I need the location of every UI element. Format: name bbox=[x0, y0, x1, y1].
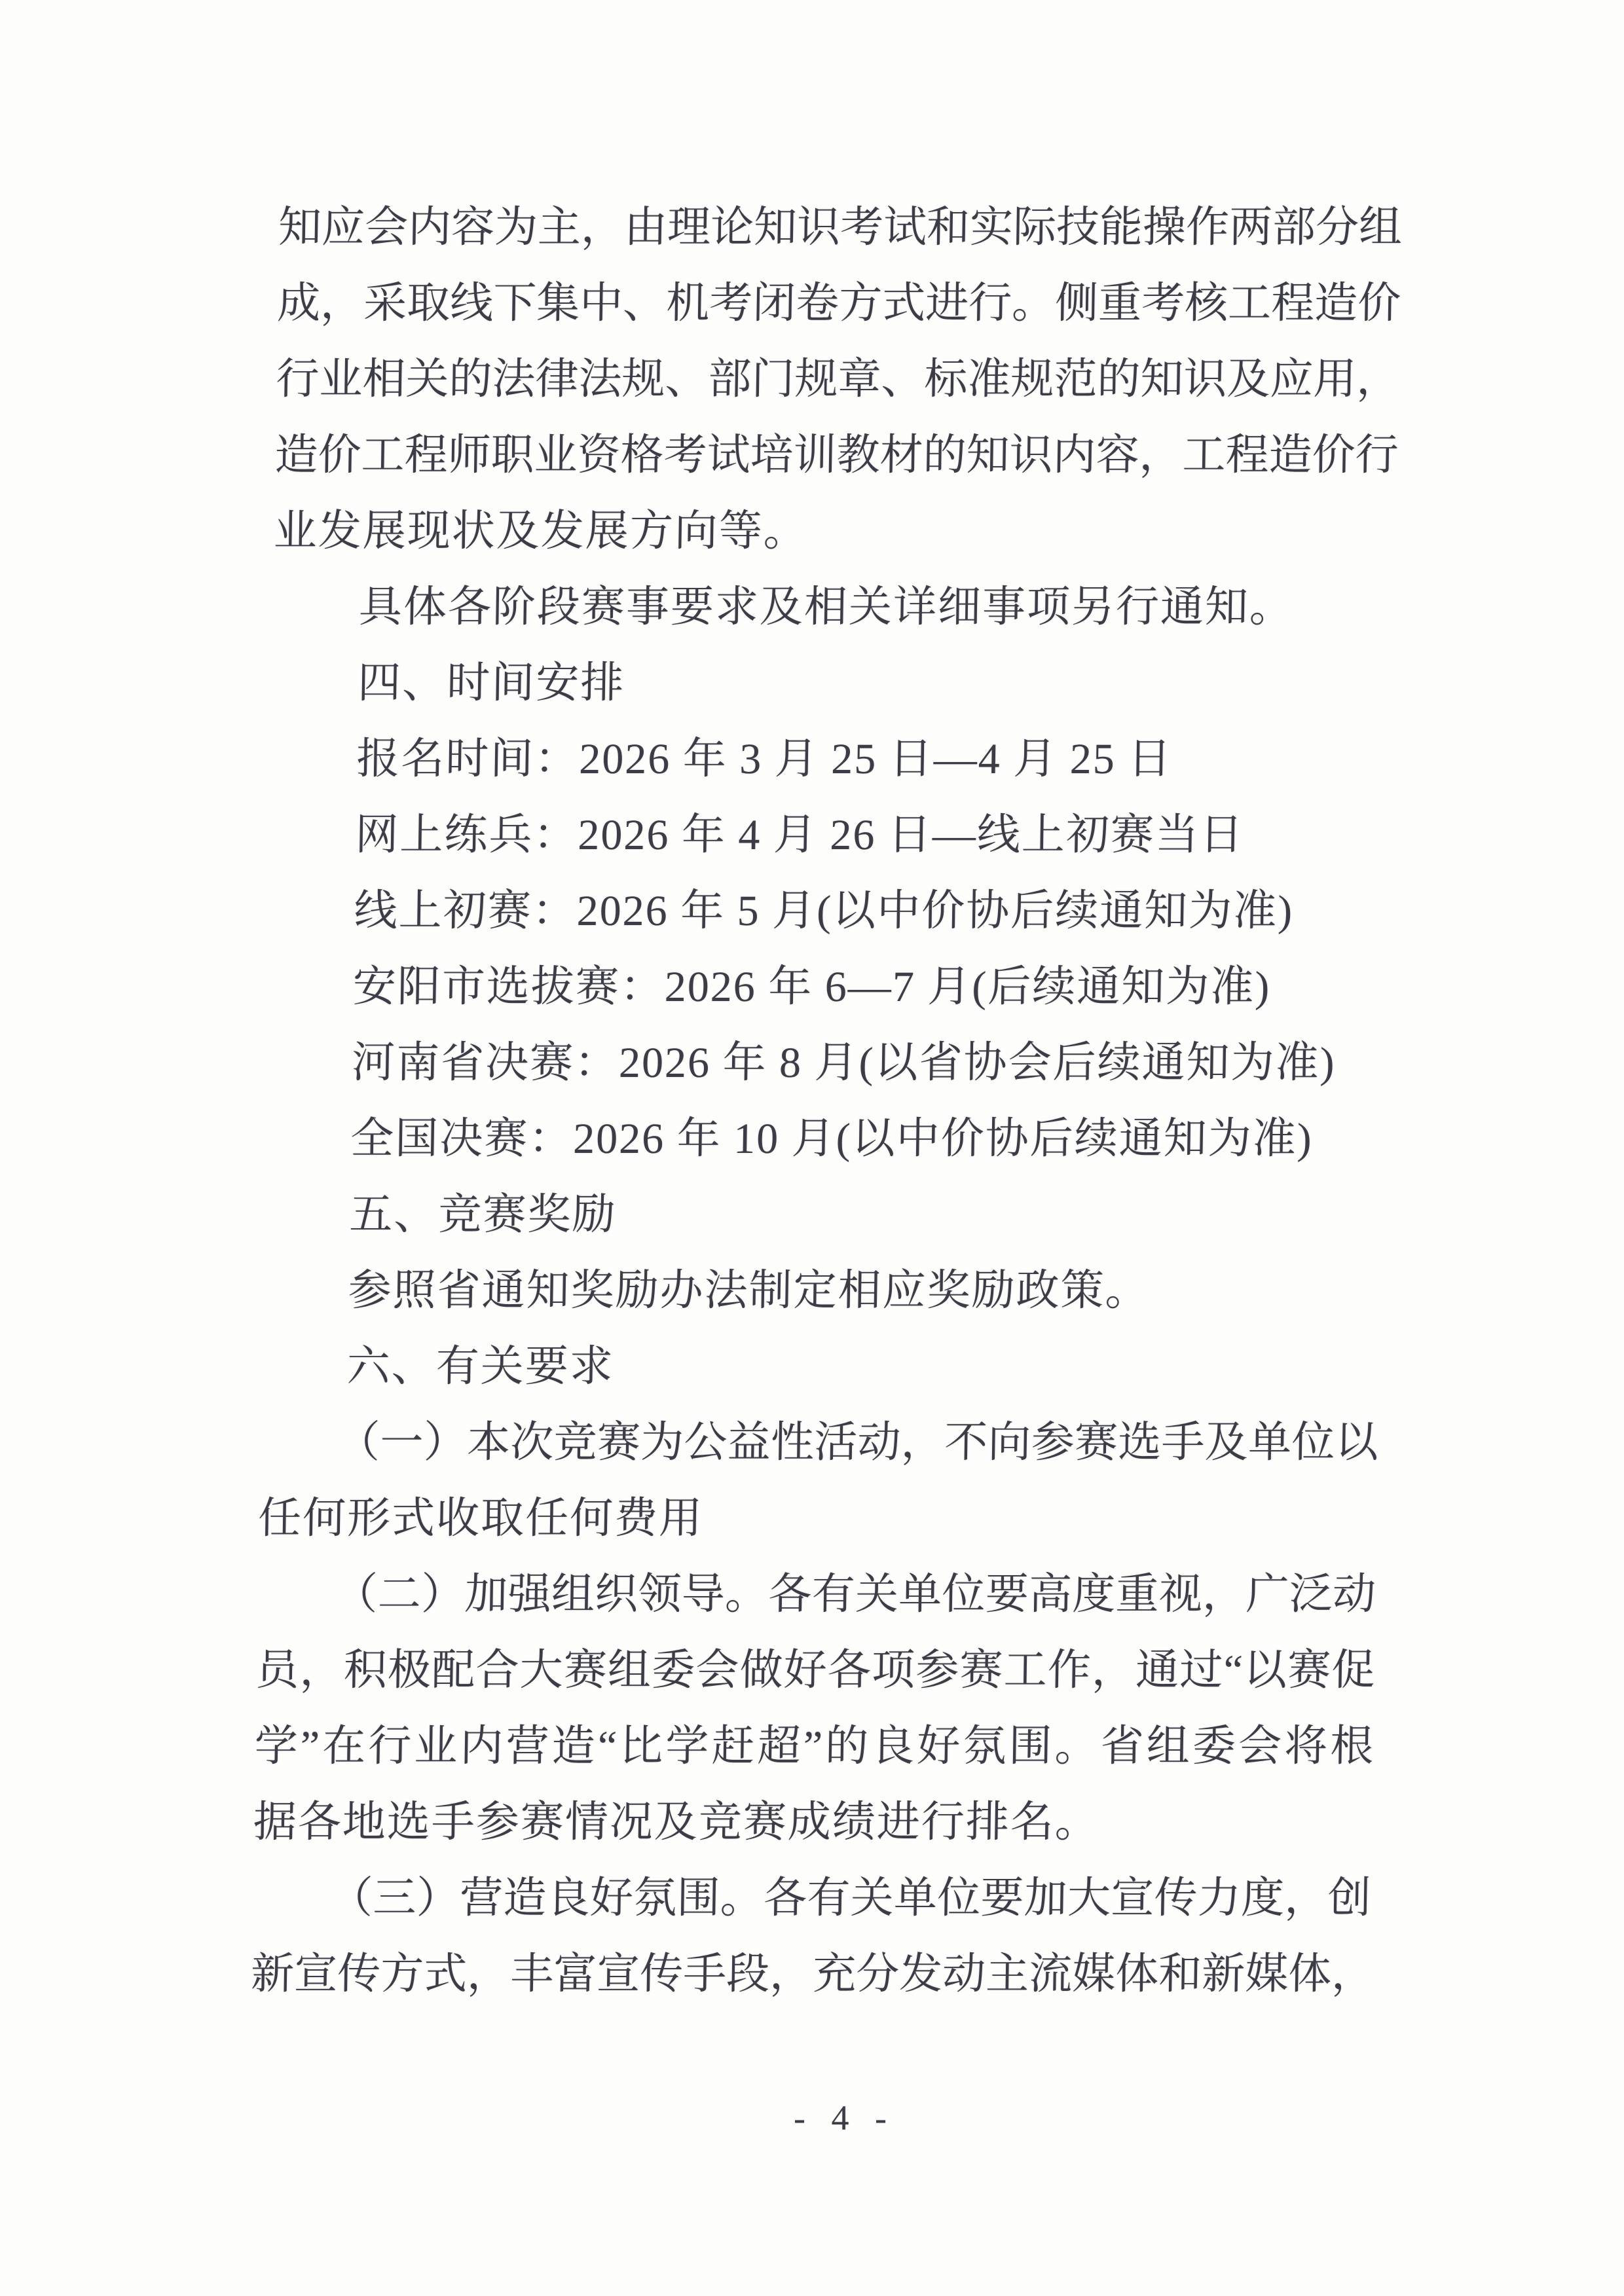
text-line: 全国决赛：2026 年 10 月(以中价协后续通知为准) bbox=[350, 1115, 1314, 1163]
text-line: 造 价 工 程 师 职 业 资 格 考 试 培 训 教 材 的 知 识 内 容 ， 工 程 造 价 行 bbox=[274, 431, 1399, 479]
paragraph-indent bbox=[256, 1557, 335, 1633]
text-line: （ 三 ） 营 造 良 好 氛 围 。 各 有 关 单 位 要 加 大 宣 传 力 度 ， 创 bbox=[251, 1861, 1372, 1937]
paragraph-indent bbox=[259, 1405, 337, 1481]
text-line: 四、时间安排 bbox=[357, 659, 625, 707]
text-line: 参照省通知奖励办法制定相应奖励政策。 bbox=[348, 1267, 1151, 1315]
paragraph-indent bbox=[251, 1861, 330, 1937]
text-line: （ 一 ） 本 次 竞 赛 为 公 益 性 活 动 ， 不 向 参 赛 选 手 及 单 位 以 bbox=[259, 1405, 1379, 1481]
text-line: 成 ， 采 取 线 下 集 中 、 机 考 闭 卷 方 式 进 行 。 侧 重 考 核 工 程 造 价 bbox=[276, 280, 1401, 327]
document-text bbox=[250, 190, 1403, 2013]
text-line: 行 业 相 关 的 法 律 法 规 、 部 门 规 章 、 标 准 规 范 的 知 识 及 应 用 ， bbox=[275, 355, 1401, 403]
text-line: 据各地选手参赛情况及竞赛成绩进行排名。 bbox=[253, 1798, 1100, 1846]
text-line: 网上练兵：2026 年 4 月 26 日—线上初赛当日 bbox=[354, 811, 1245, 859]
text-line: 六、有关要求 bbox=[346, 1343, 615, 1391]
text-line: 业发展现状及发展方向等。 bbox=[273, 507, 809, 555]
text-line: 员 ， 积 极 配 合 大 赛 组 委 会 做 好 各 项 参 赛 工 作 ， 通 过 “ 以 赛 促 bbox=[255, 1647, 1376, 1694]
text-line: 具体各阶段赛事要求及相关详细事项另行通知。 bbox=[358, 583, 1295, 631]
text-line: 安阳市选拔赛：2026 年 6—7 月(后续通知为准) bbox=[352, 963, 1271, 1011]
text-line: 学 ” 在 行 业 内 营 造 “ 比 学 赶 超 ” 的 良 好 氛 围 。 省 组 委 会 将 根 bbox=[254, 1722, 1374, 1770]
text-line: 任何形式收取任何费用 bbox=[257, 1495, 704, 1542]
text-line: 河南省决赛：2026 年 8 月(以省协会后续通知为准) bbox=[351, 1039, 1337, 1087]
text-line: 知 应 会 内 容 为 主 ， 由 理 论 知 识 考 试 和 实 际 技 能 操 作 两 部 分 组 bbox=[278, 204, 1403, 251]
text-line: （ 二 ） 加 强 组 织 领 导 。 各 有 关 单 位 要 高 度 重 视 ， 广 泛 动 bbox=[256, 1557, 1376, 1633]
text-line: 线上初赛：2026 年 5 月(以中价协后续通知为准) bbox=[354, 887, 1294, 935]
text-line: 五、竞赛奖励 bbox=[348, 1191, 617, 1239]
page-number: - 4 - bbox=[794, 2098, 891, 2138]
text-line: 新 宣 传 方 式 ， 丰 富 宣 传 手 段 ， 充 分 发 动 主 流 媒 体 和 新 媒 体 ， bbox=[250, 1950, 1375, 1998]
text-line: 报名时间：2026 年 3 月 25 日—4 月 25 日 bbox=[356, 735, 1173, 783]
